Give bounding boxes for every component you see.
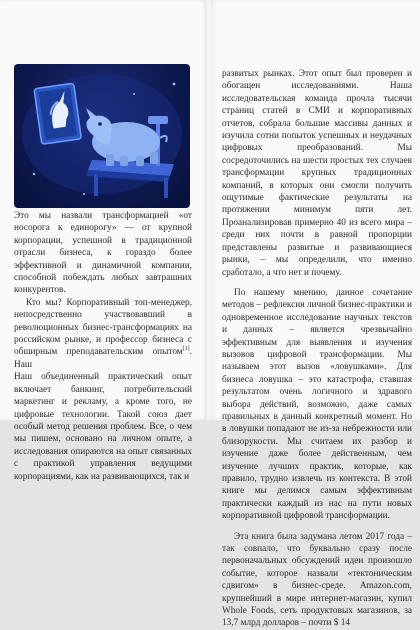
paragraph-gap — [222, 523, 412, 531]
footnote-reference[interactable]: [1] — [182, 346, 190, 353]
left-paragraph-2: Кто мы? Корпоративный топ-менеджер, непосредственно участвовавший в революционных бизнес-трансформациях на российском рынке, и профессор бизнеса с обширным преподавательским опытом[1]. Наш — [14, 297, 192, 370]
left-page-text — [14, 210, 192, 483]
right-paragraph-2: По нашему мнению, данное сочетание методов – рефлексия личной бизнес-практики и одновременное исследование научных текстов и данных – является чрезвычайно эффективным для выявления и изучения вызовов цифровой трансформации. Мы называем этот вызов «ловушками». Для бизнеса ловушка – это катастрофа, ставшая результатом очень логичного и здравого выбора действий, возможно, даже самых правильных в данный конкретный момент. Но в ловушки попадают не из-за небрежности или близорукости. Мы считаем их разбор и изучение даже более действенным, чем изучение лучших практик, которые, как правило, трудно извлечь из контекста. В этой книге мы делимся самым эффективным практически каждый из нас на пути новых корпоративной цифровой трансформации. — [222, 287, 412, 522]
left-paragraph-3: Наш объединенный практический опыт включает банкинг, потребительский маркетинг и рекламу, а кроме того, не цифровые технологии. Такой союз дает особый метод решения проблем. Все, о чем мы пишем, основано на личном опыте, а исследования опираются на опыт связанных с практикой управления ведущими корпорациями, как на развивающихся, так и — [14, 372, 192, 482]
right-paragraph-1: развитых рынках. Этот опыт был проверен и обогащен исследованиями. Наша исследовательская команда прочла тысячи страниц статей в СМИ и корпоративных отчетов, собрала большие массивы данных и изучила сотни попыток успешных и неудачных цифровых преобразований. Мы сосредоточились на шести простых тех случаев трансформации крупных традиционных компаний, в которых они смогли получить ощутимые фактические результаты на протяжении минимум пяти лет. Проанализировав примерно 40 из всего мира – среди них почти в равной пропорции представлены развитые и развивающиеся рынки, – мы определили, что именно сработало, а что нет и почему. — [222, 69, 412, 278]
left-page — [0, 0, 207, 482]
rhino-on-treadmill-looking-at-unicorn-poster-icon — [14, 64, 190, 208]
right-page-text — [222, 68, 412, 630]
left-paragraph-1: Это мы назвали трансформацией «от носорога к единорогу» — от крупной корпорации, успешной в традиционной отрасли бизнеса, к гораздо более эффективной и динамичной компании, способной побеждать любых завтрашних конкурентов. — [14, 211, 192, 296]
right-page — [211, 0, 420, 629]
paragraph-gap — [222, 279, 412, 287]
illustration-svg — [14, 64, 190, 208]
right-paragraph-3: Эта книга была задумана летом 2017 года – так совпало, что буквально сразу после первоначальных обсуждений идеи произошло событие, которое назвали «тектоническим сдвигом» в бизнес-среде. Amazon.com, крупнейший в мире интернет-магазин, купил Whole Foods, сеть продуктовых магазинов, за 13,7 млрд долларов – почти $ 14 — [222, 531, 412, 629]
